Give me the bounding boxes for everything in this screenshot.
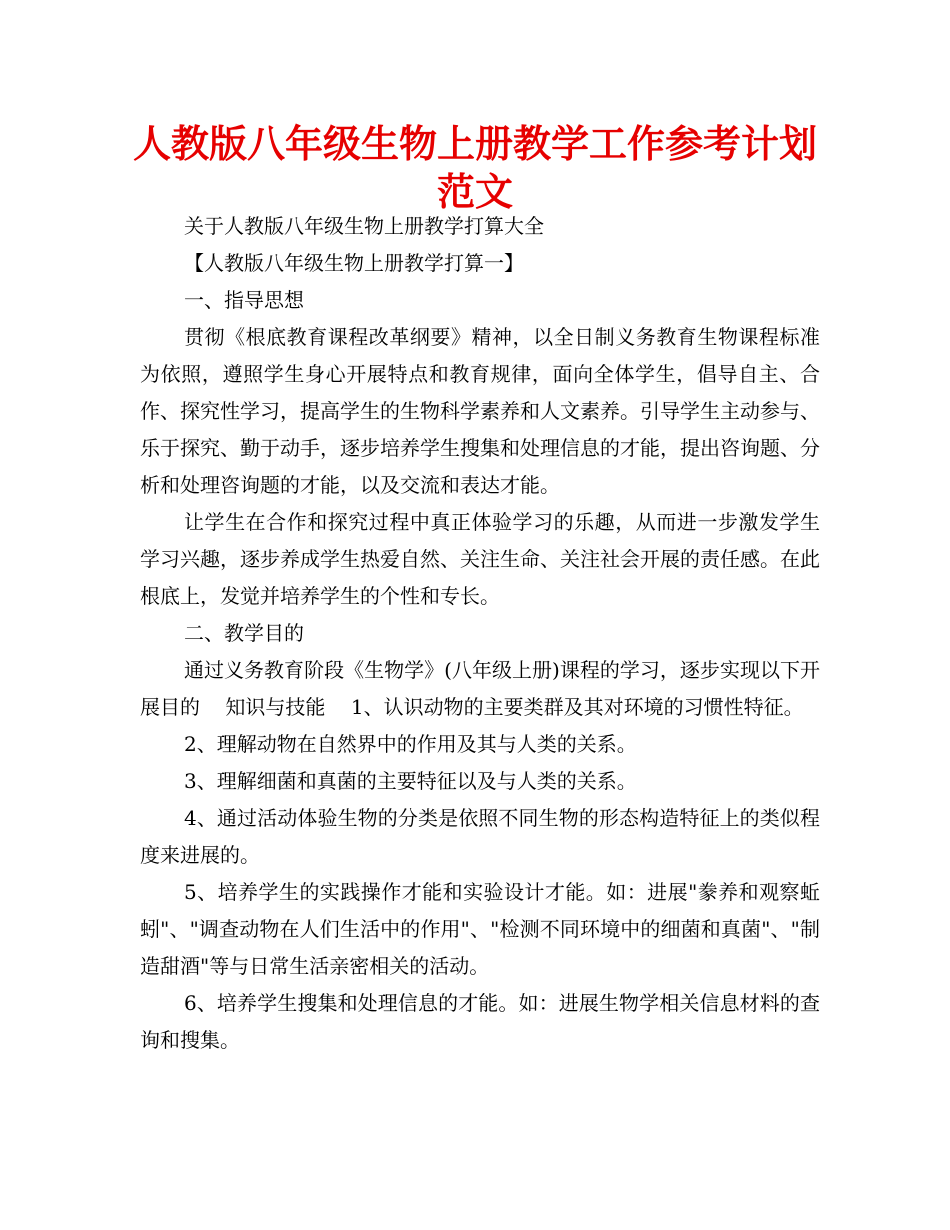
paragraph-guiding-ideology: 贯彻《根底教育课程改革纲要》精神，以全日制义务教育生物课程标准为依照，遵照学生身心开展特点和教育规律，面向全体学生，倡导自主、合作、探究性学习，提高学生的生物科学素养和人文素养。引导学生主动参与、乐于探究、勤于动手，逐步培养学生搜集和处理信息的才能，提出咨询题、分析和处理咨询题的才能，以及交流和表达才能。 (140, 325, 820, 497)
goal-item-6: 6、培养学生搜集和处理信息的才能。如：进展生物学相关信息材料的查询和搜集。 (140, 991, 820, 1052)
intro-heading: 关于人教版八年级生物上册教学打算大全 (184, 214, 544, 238)
section-heading-teaching-goals: 二、教学目的 (184, 621, 304, 645)
goal-item-4: 4、通过活动体验生物的分类是依照不同生物的形态构造特征上的类似程度来进展的。 (140, 806, 820, 867)
goal-item-3: 3、理解细菌和真菌的主要特征以及与人类的关系。 (184, 769, 637, 793)
goal-item-2: 2、理解动物在自然界中的作用及其与人类的关系。 (184, 732, 637, 756)
document-body (140, 208, 820, 1059)
section-plan-heading: 【人教版八年级生物上册教学打算一】 (184, 251, 524, 275)
section-heading-guiding-ideology: 一、指导思想 (184, 288, 304, 312)
document-title-line-1: 人教版八年级生物上册教学工作参考计划 (132, 122, 817, 166)
goal-item-5: 5、培养学生的实践操作才能和实验设计才能。如：进展"豢养和观察蚯蚓"、"调查动物在人们生活中的作用"、"检测不同环境中的细菌和真菌"、"制造甜酒"等与日常生活亲密相关的活动。 (140, 880, 820, 978)
paragraph-experience-learning: 让学生在合作和探究过程中真正体验学习的乐趣，从而进一步激发学生学习兴趣，逐步养成学生热爱自然、关注生命、关注社会开展的责任感。在此根底上，发觉并培养学生的个性和专长。 (140, 510, 820, 608)
paragraph-goals-intro: 通过义务教育阶段《生物学》(八年级上册)课程的学习，逐步实现以下开展目的 知识与技能 1、认识动物的主要类群及其对环境的习惯性特征。 (140, 658, 820, 719)
document-title-line-2: 范文 (436, 170, 513, 214)
